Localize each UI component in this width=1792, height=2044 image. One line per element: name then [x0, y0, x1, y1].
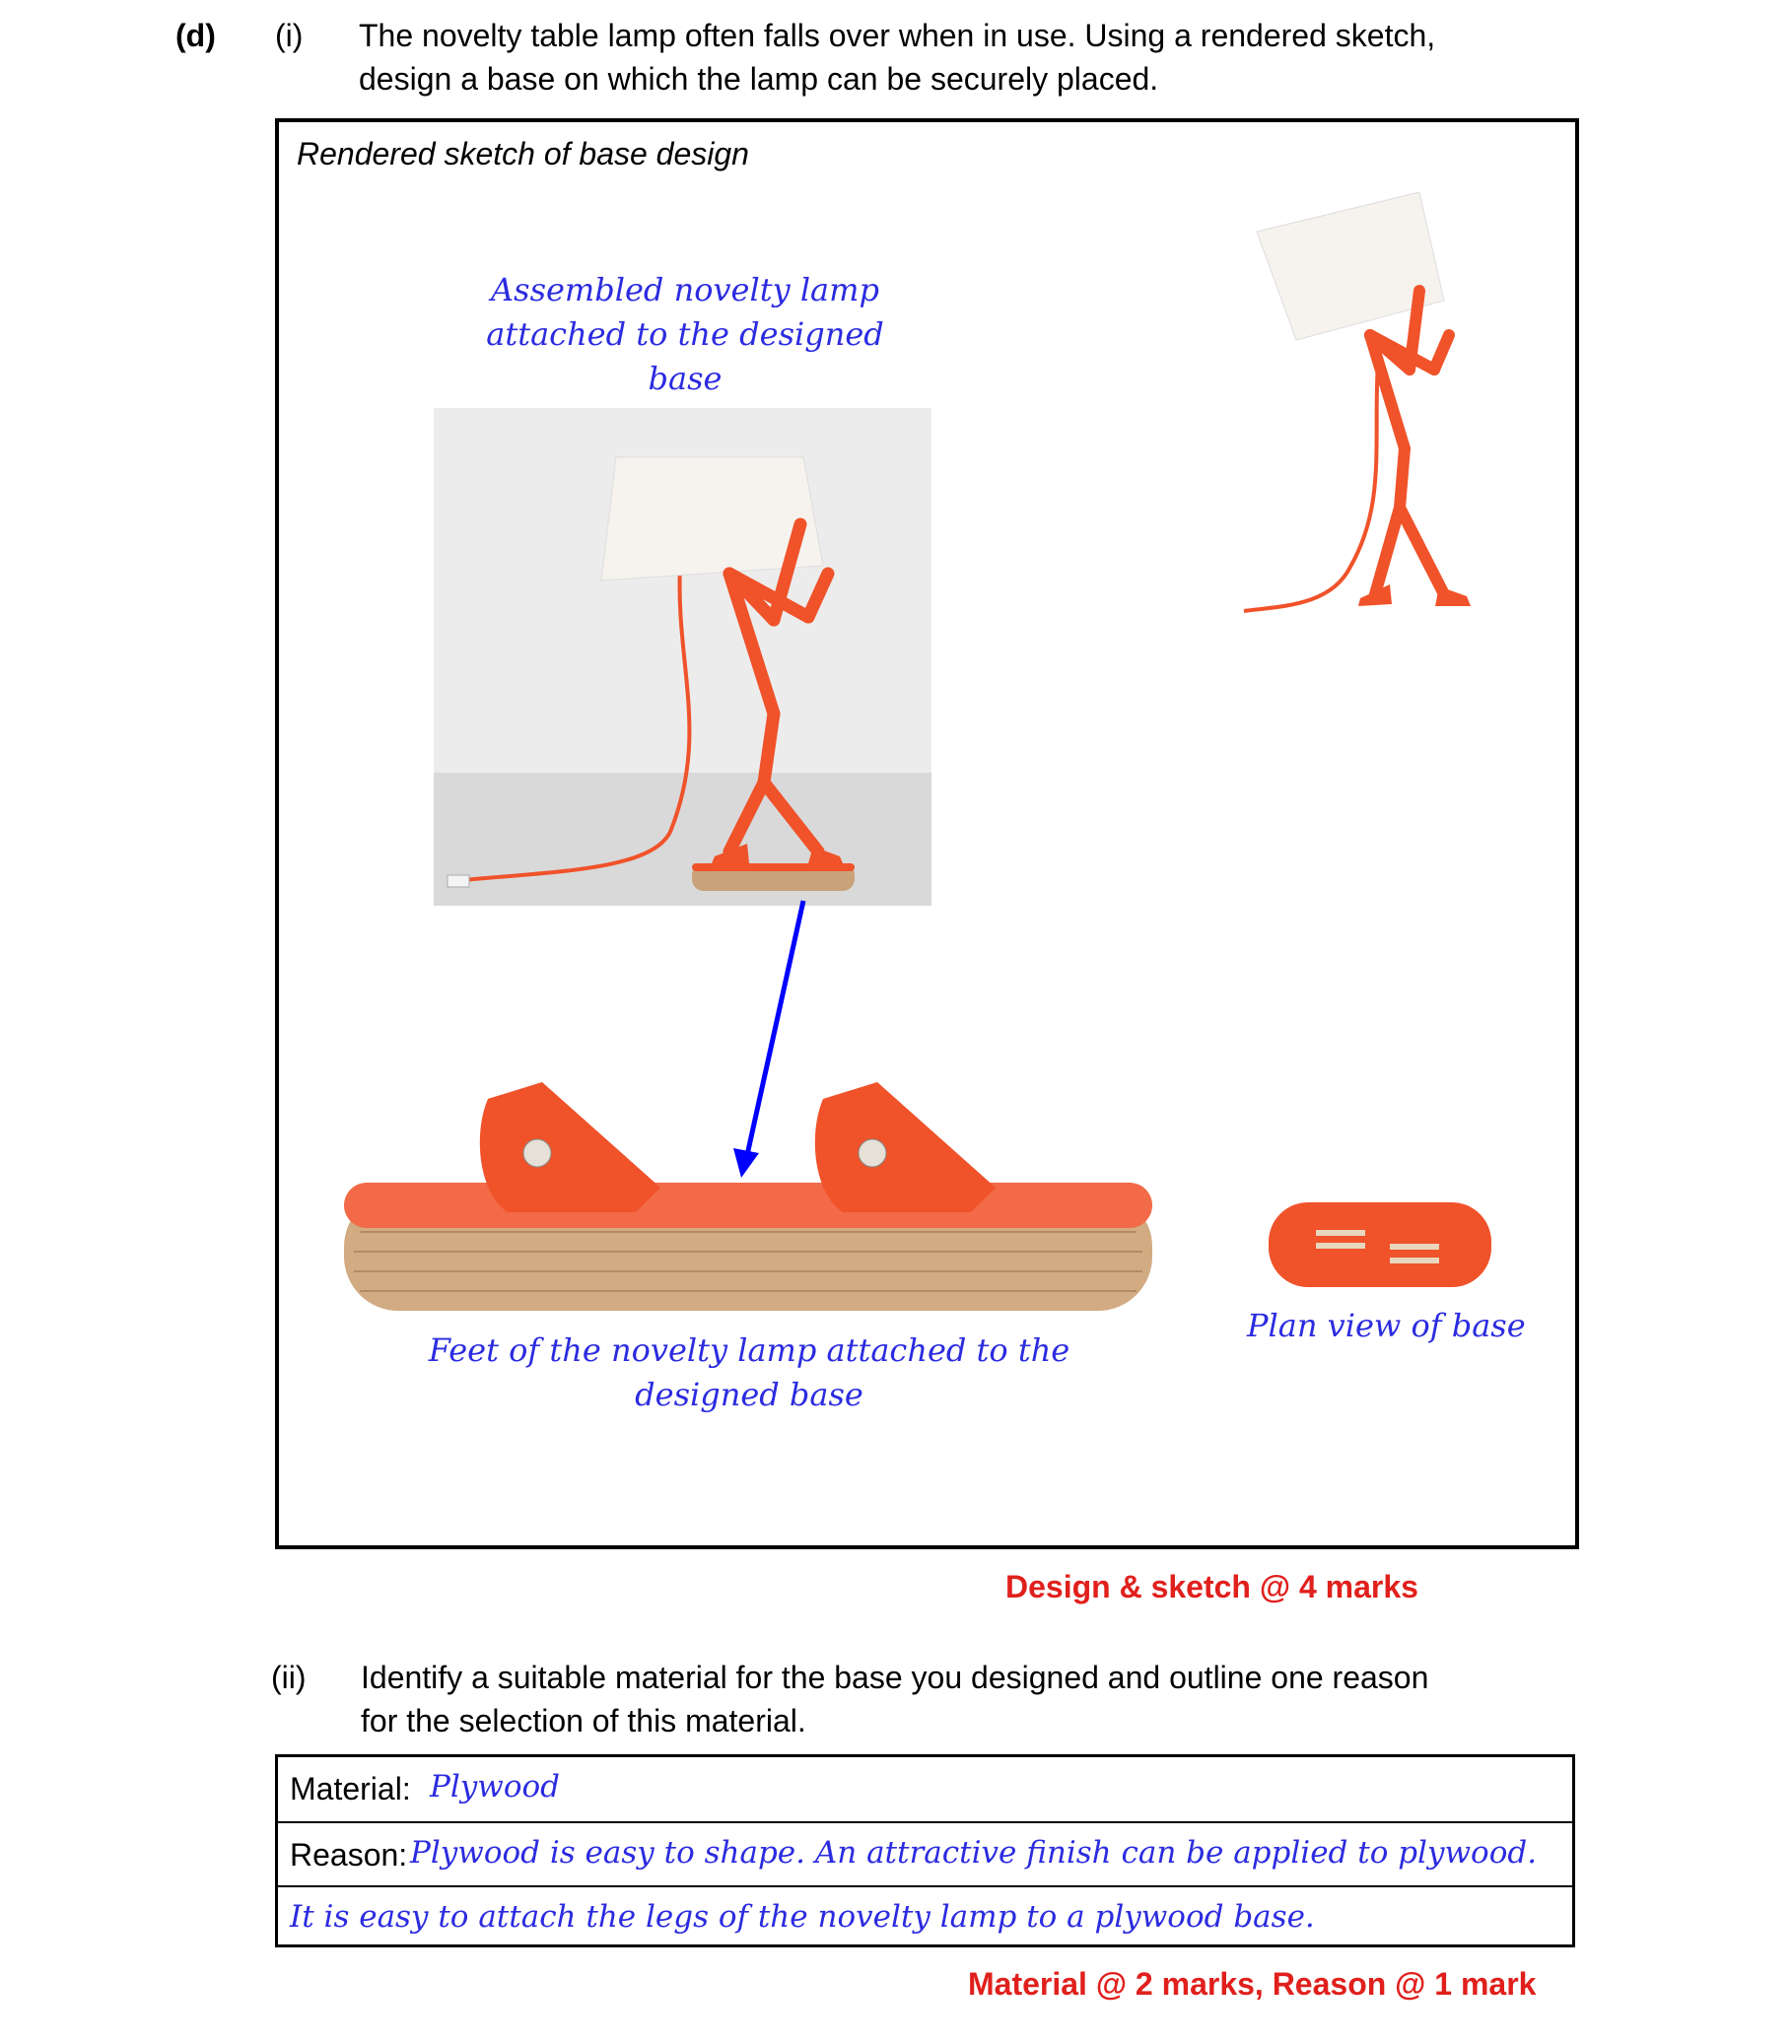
sub-ii-label: (ii) [271, 1660, 307, 1695]
sub-ii-line1: Identify a suitable material for the base you designed and outline one reason [361, 1660, 1429, 1695]
base-plan-view [1267, 1200, 1493, 1289]
reason-value-line1: Plywood is easy to shape. An attractive finish can be applied to plywood. [410, 1835, 1538, 1871]
annotation-assembled [439, 268, 931, 401]
marks-material: Material @ 2 marks, Reason @ 1 mark [968, 1966, 1537, 2002]
sub-ii-line2: for the selection of this material. [361, 1703, 806, 1738]
lamp-cutout [1242, 192, 1488, 621]
annotation-plan: Plan view of base [1247, 1307, 1526, 1344]
annotation-feet-line1: Feet of the novelty lamp attached to the [428, 1331, 1070, 1369]
part-label: (d) [175, 18, 216, 53]
material-row [278, 1757, 1572, 1821]
annotation-assembled-line2: attached to the designed [486, 315, 884, 353]
sketch-box-title: Rendered sketch of base design [297, 136, 749, 171]
sub-i-line2: design a base on which the lamp can be securely placed. [359, 61, 1159, 97]
lamp-photo [434, 408, 931, 906]
annotation-feet-line2: designed base [635, 1376, 863, 1413]
reason-row [278, 1821, 1572, 1885]
annotation-assembled-line1: Assembled novelty lamp [491, 271, 879, 308]
answer-table [275, 1754, 1575, 1947]
marks-design: Design & sketch @ 4 marks [1005, 1569, 1418, 1604]
reason-label: Reason: [290, 1837, 408, 1873]
annotation-assembled-line3: base [648, 360, 723, 397]
reason-continuation-row [278, 1885, 1572, 1944]
sub-i-line1: The novelty table lamp often falls over when in use. Using a rendered sketch, [359, 18, 1436, 53]
sub-i-label: (i) [275, 18, 304, 53]
annotation-feet [414, 1329, 1084, 1417]
base-closeup [340, 1074, 1168, 1321]
material-label: Material: [290, 1771, 411, 1806]
reason-value-line2: It is easy to attach the legs of the novelty lamp to a plywood base. [290, 1899, 1315, 1935]
material-value: Plywood [430, 1769, 560, 1805]
